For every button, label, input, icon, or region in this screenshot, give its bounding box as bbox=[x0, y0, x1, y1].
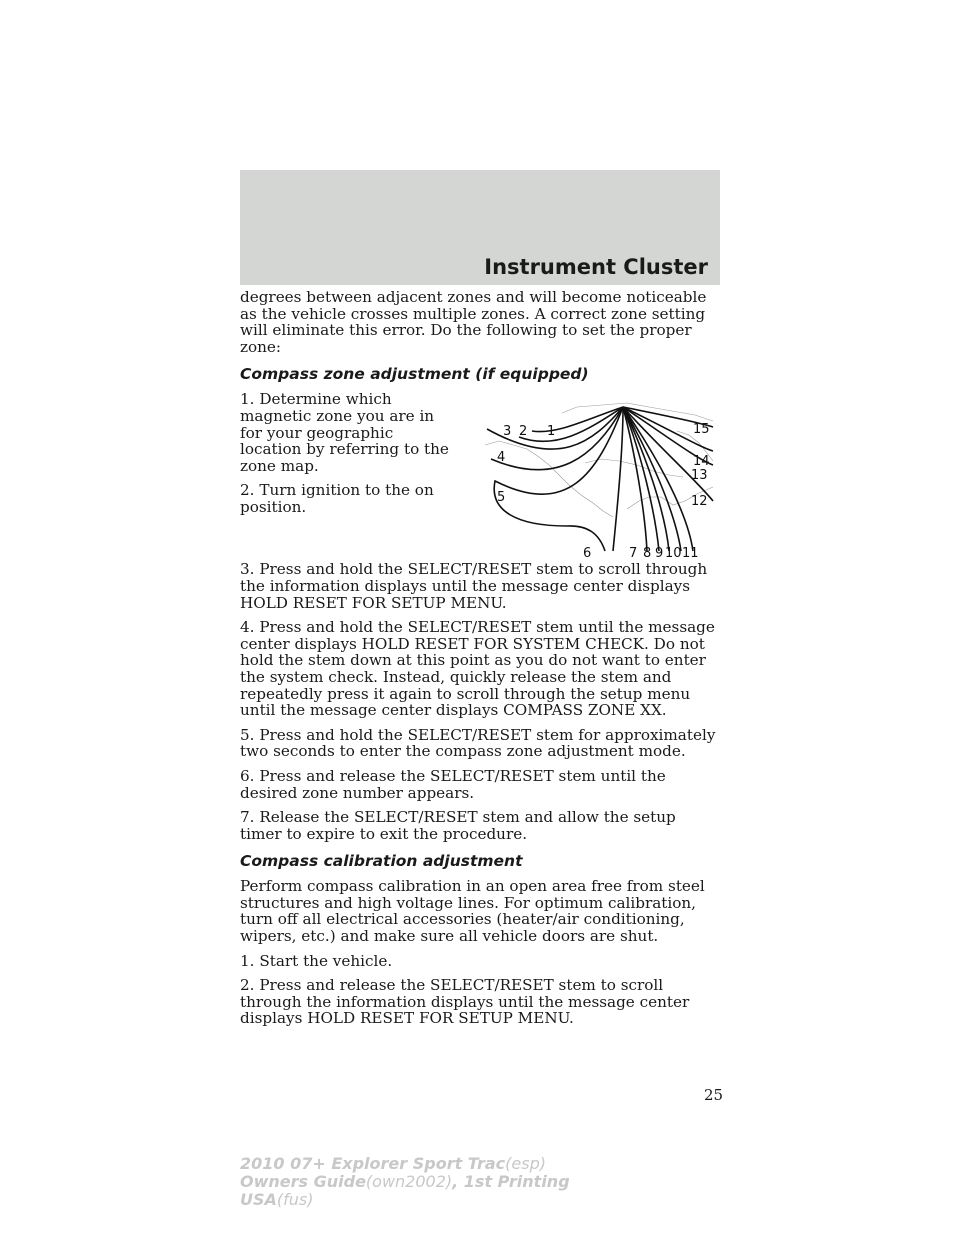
footer-line-3: USA(fus) bbox=[240, 1190, 314, 1209]
calibration-step-2: 2. Press and release the SELECT/RESET stem to scroll through the information displays until the message center displays HOLD RESET FOR SETUP MENU. bbox=[240, 976, 690, 1028]
step-3: 3. Press and hold the SELECT/RESET stem to scroll through the information displays until the message center displays HOLD RESET FOR SETUP MENU. bbox=[240, 560, 708, 612]
zone-label-2: 2 bbox=[519, 424, 528, 440]
zone-label-6: 6 bbox=[583, 546, 592, 562]
zone-label-8: 8 bbox=[643, 546, 652, 562]
zone-label-10: 10 bbox=[665, 546, 682, 562]
footer-line-1: 2010 07+ Explorer Sport Trac(esp) bbox=[240, 1154, 546, 1173]
zone-label-9: 9 bbox=[655, 546, 664, 562]
header-banner bbox=[240, 170, 720, 285]
zone-label-7: 7 bbox=[629, 546, 638, 562]
step-1: 1. Determine which magnetic zone you are in for your geographic location by referring to the zone map. bbox=[240, 390, 449, 475]
zone-label-14: 14 bbox=[693, 454, 710, 470]
zone-label-12: 12 bbox=[691, 494, 708, 510]
footer-line-2: Owners Guide(own2002), 1st Printing bbox=[240, 1172, 570, 1191]
step-5: 5. Press and hold the SELECT/RESET stem for approximately two seconds to enter the compass zone adjustment mode. bbox=[240, 725, 716, 761]
calibration-paragraph: Perform compass calibration in an open area free from steel structures and high voltage lines. For optimum calibration, turn off all electrical accessories (heater/air conditioning, wipers, etc.) and make sure all vehicle doors are shut. bbox=[240, 877, 705, 946]
heading-zone-adjustment: Compass zone adjustment (if equipped) bbox=[240, 365, 589, 384]
step-2: 2. Turn ignition to the on position. bbox=[240, 481, 434, 516]
document-footer bbox=[240, 1155, 570, 1209]
steps-beside-map bbox=[240, 391, 455, 523]
heading-calibration: Compass calibration adjustment bbox=[240, 852, 523, 871]
map-outline bbox=[485, 403, 713, 517]
page-content bbox=[240, 289, 722, 1035]
step-7: 7. Release the SELECT/RESET stem and allow the setup timer to expire to exit the procedure. bbox=[240, 808, 676, 843]
zone-label-11: 11 bbox=[682, 546, 699, 562]
zone-label-3: 3 bbox=[503, 424, 512, 440]
step-4: 4. Press and hold the SELECT/RESET stem until the message center displays HOLD RESET FOR SYSTEM CHECK. Do not hold the stem down at this point as you do not want to enter the system check. Instead, quickly release the stem and repeatedly press it again to scroll through the setup menu until the message center displays COMPASS ZONE XX. bbox=[240, 618, 715, 720]
step-6: 6. Press and release the SELECT/RESET stem until the desired zone number appears. bbox=[240, 766, 666, 802]
steps-with-map bbox=[240, 391, 722, 561]
calibration-step-1: 1. Start the vehicle. bbox=[240, 951, 393, 970]
zone-label-4: 4 bbox=[497, 450, 506, 466]
zone-numbers bbox=[497, 422, 710, 561]
zone-label-13: 13 bbox=[691, 468, 708, 484]
compass-zone-map bbox=[477, 401, 717, 561]
zone-label-15: 15 bbox=[693, 422, 710, 438]
intro-paragraph: degrees between adjacent zones and will become noticeable as the vehicle crosses multiple zones. A correct zone setting will eliminate this error. Do the following to set the proper zone: bbox=[240, 288, 707, 356]
section-title: Instrument Cluster bbox=[484, 255, 708, 279]
page-number: 25 bbox=[704, 1086, 724, 1104]
zone-label-1: 1 bbox=[547, 424, 556, 440]
zone-label-5: 5 bbox=[497, 490, 506, 506]
